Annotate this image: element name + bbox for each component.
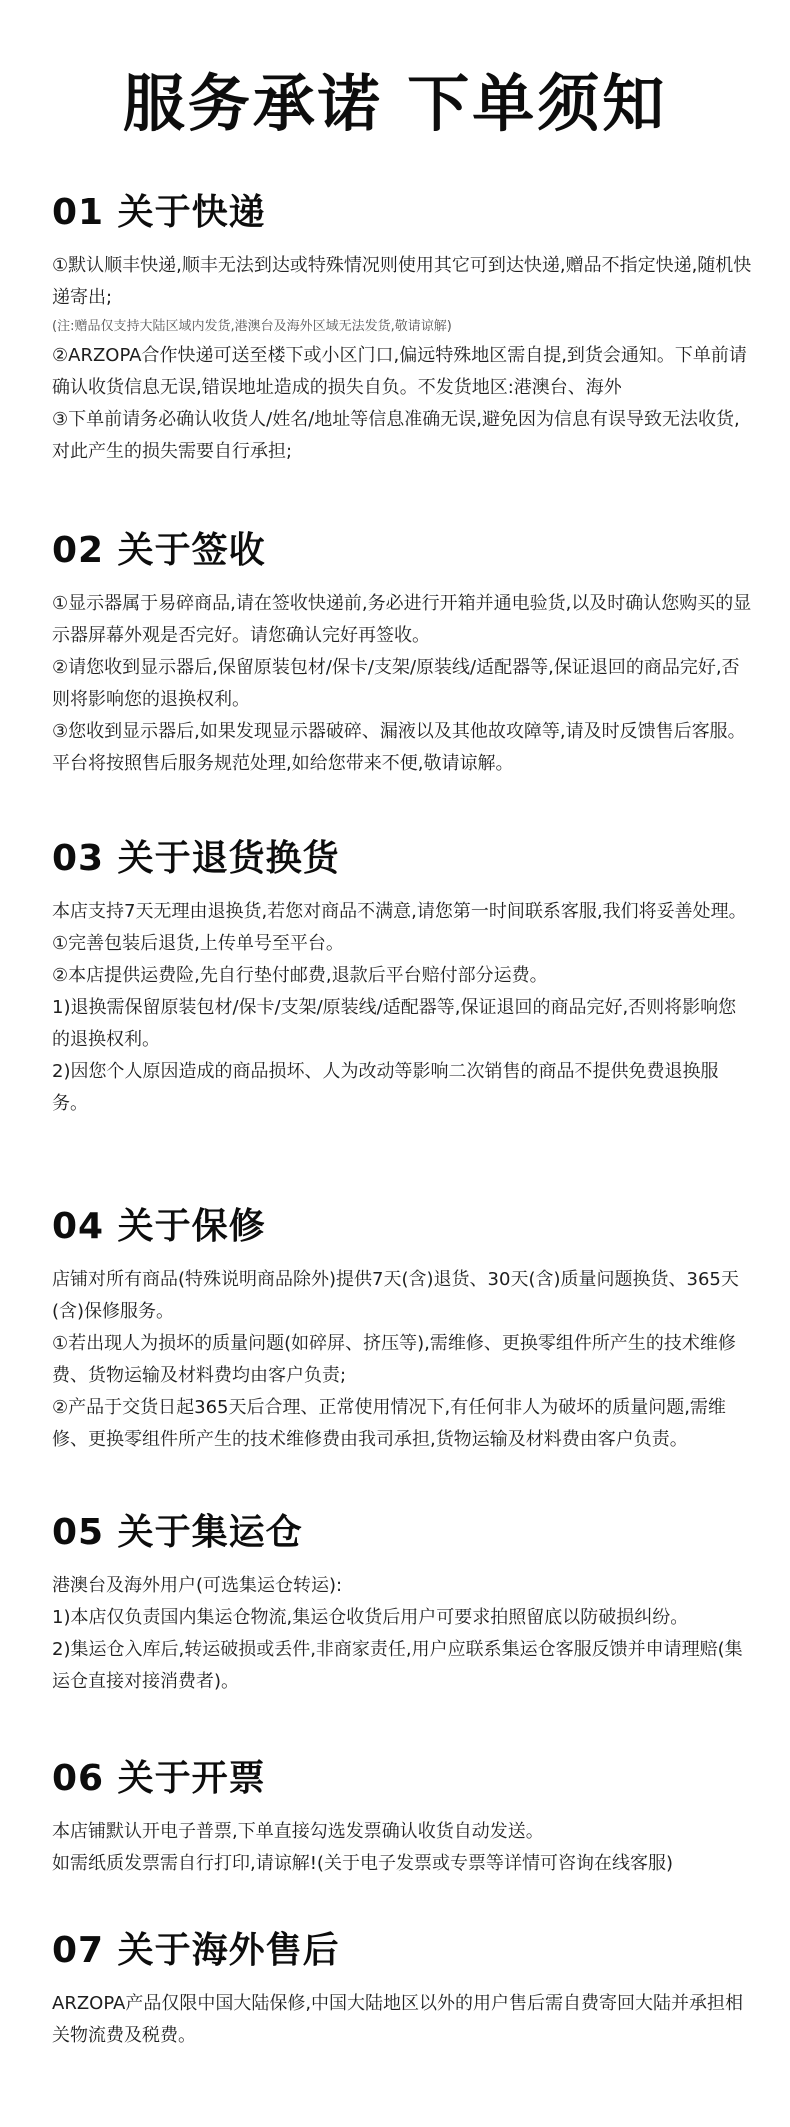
section-returns bbox=[52, 836, 752, 1120]
section-paragraph: 港澳台及海外用户(可选集运仓转运): bbox=[52, 1575, 343, 1596]
section-paragraph: ②产品于交货日起365天后合理、正常使用情况下,有任何非人为破坏的质量问题,需维修、更换零组件所产生的技术维修费由我司承担,货物运输及材料费由客户负责。 bbox=[52, 1397, 726, 1450]
section-paragraph: ③下单前请务必确认收货人/姓名/地址等信息准确无误,避免因为信息有误导致无法收货,对此产生的损失需要自行承担; bbox=[52, 409, 740, 462]
section-heading: 03 关于退货换货 bbox=[52, 838, 340, 879]
section-paragraph: 2)因您个人原因造成的商品损坏、人为改动等影响二次销售的商品不提供免费退换服务。 bbox=[52, 1061, 719, 1114]
section-warranty bbox=[52, 1204, 752, 1456]
section-paragraph: 如需纸质发票需自行打印,请谅解!(关于电子发票或专票等详情可咨询在线客服) bbox=[52, 1853, 673, 1874]
section-paragraph: 2)集运仓入库后,转运破损或丢件,非商家责任,用户应联系集运仓客服反馈并申请理赔(集运仓直接对接消费者)。 bbox=[52, 1639, 743, 1692]
section-paragraph: 本店铺默认开电子普票,下单直接勾选发票确认收货自动发送。 bbox=[52, 1821, 544, 1842]
section-paragraph: ③您收到显示器后,如果发现显示器破碎、漏液以及其他故攻障等,请及时反馈售后客服。平台将按照售后服务规范处理,如给您带来不便,敬请谅解。 bbox=[52, 721, 746, 774]
section-paragraph: ②请您收到显示器后,保留原装包材/保卡/支架/原装线/适配器等,保证退回的商品完好,否则将影响您的退换权利。 bbox=[52, 657, 740, 710]
section-paragraph: ②本店提供运费险,先自行垫付邮费,退款后平台赔付部分运费。 bbox=[52, 965, 548, 986]
section-paragraph: 本店支持7天无理由退换货,若您对商品不满意,请您第一时间联系客服,我们将妥善处理。 bbox=[52, 901, 747, 922]
section-paragraph: ARZOPA产品仅限中国大陆保修,中国大陆地区以外的用户售后需自费寄回大陆并承担相关物流费及税费。 bbox=[52, 1993, 744, 2046]
section-paragraph: ①完善包装后退货,上传单号至平台。 bbox=[52, 933, 344, 954]
section-paragraph: ①默认顺丰快递,顺丰无法到达或特殊情况则使用其它可到达快递,赠品不指定快递,随机快递寄出; bbox=[52, 255, 752, 308]
page-title: 服务承诺 下单须知 bbox=[122, 67, 668, 140]
section-paragraph: 1)退换需保留原装包材/保卡/支架/原装线/适配器等,保证退回的商品完好,否则将影响您的退换权利。 bbox=[52, 997, 737, 1050]
section-note: (注:赠品仅支持大陆区域内发货,港澳台及海外区域无法发货,敬请谅解) bbox=[52, 319, 452, 334]
section-paragraph: 店铺对所有商品(特殊说明商品除外)提供7天(含)退货、30天(含)质量问题换货、365天(含)保修服务。 bbox=[52, 1269, 739, 1322]
section-paragraph: ①显示器属于易碎商品,请在签收快递前,务必进行开箱并通电验货,以及时确认您购买的显示器屏幕外观是否完好。请您确认完好再签收。 bbox=[52, 593, 752, 646]
section-paragraph: ①若出现人为损坏的质量问题(如碎屏、挤压等),需维修、更换零组件所产生的技术维修费、货物运输及材料费均由客户负责; bbox=[52, 1333, 736, 1386]
section-heading: 04 关于保修 bbox=[52, 1206, 266, 1247]
section-paragraph: 1)本店仅负责国内集运仓物流,集运仓收货后用户可要求拍照留底以防破损纠纷。 bbox=[52, 1607, 689, 1628]
section-heading: 07 关于海外售后 bbox=[52, 1930, 340, 1971]
section-consolidation-warehouse bbox=[52, 1510, 752, 1698]
section-heading: 02 关于签收 bbox=[52, 530, 266, 571]
section-invoice bbox=[52, 1756, 752, 1880]
section-paragraph: ②ARZOPA合作快递可送至楼下或小区门口,偏远特殊地区需自提,到货会通知。下单前请确认收货信息无误,错误地址造成的损失自负。不发货地区:港澳台、海外 bbox=[52, 345, 747, 398]
section-heading: 01 关于快递 bbox=[52, 192, 266, 233]
section-heading: 06 关于开票 bbox=[52, 1758, 266, 1799]
section-express bbox=[52, 190, 752, 468]
section-overseas-service bbox=[52, 1928, 752, 2052]
section-heading: 05 关于集运仓 bbox=[52, 1512, 303, 1553]
section-receipt bbox=[52, 528, 752, 780]
